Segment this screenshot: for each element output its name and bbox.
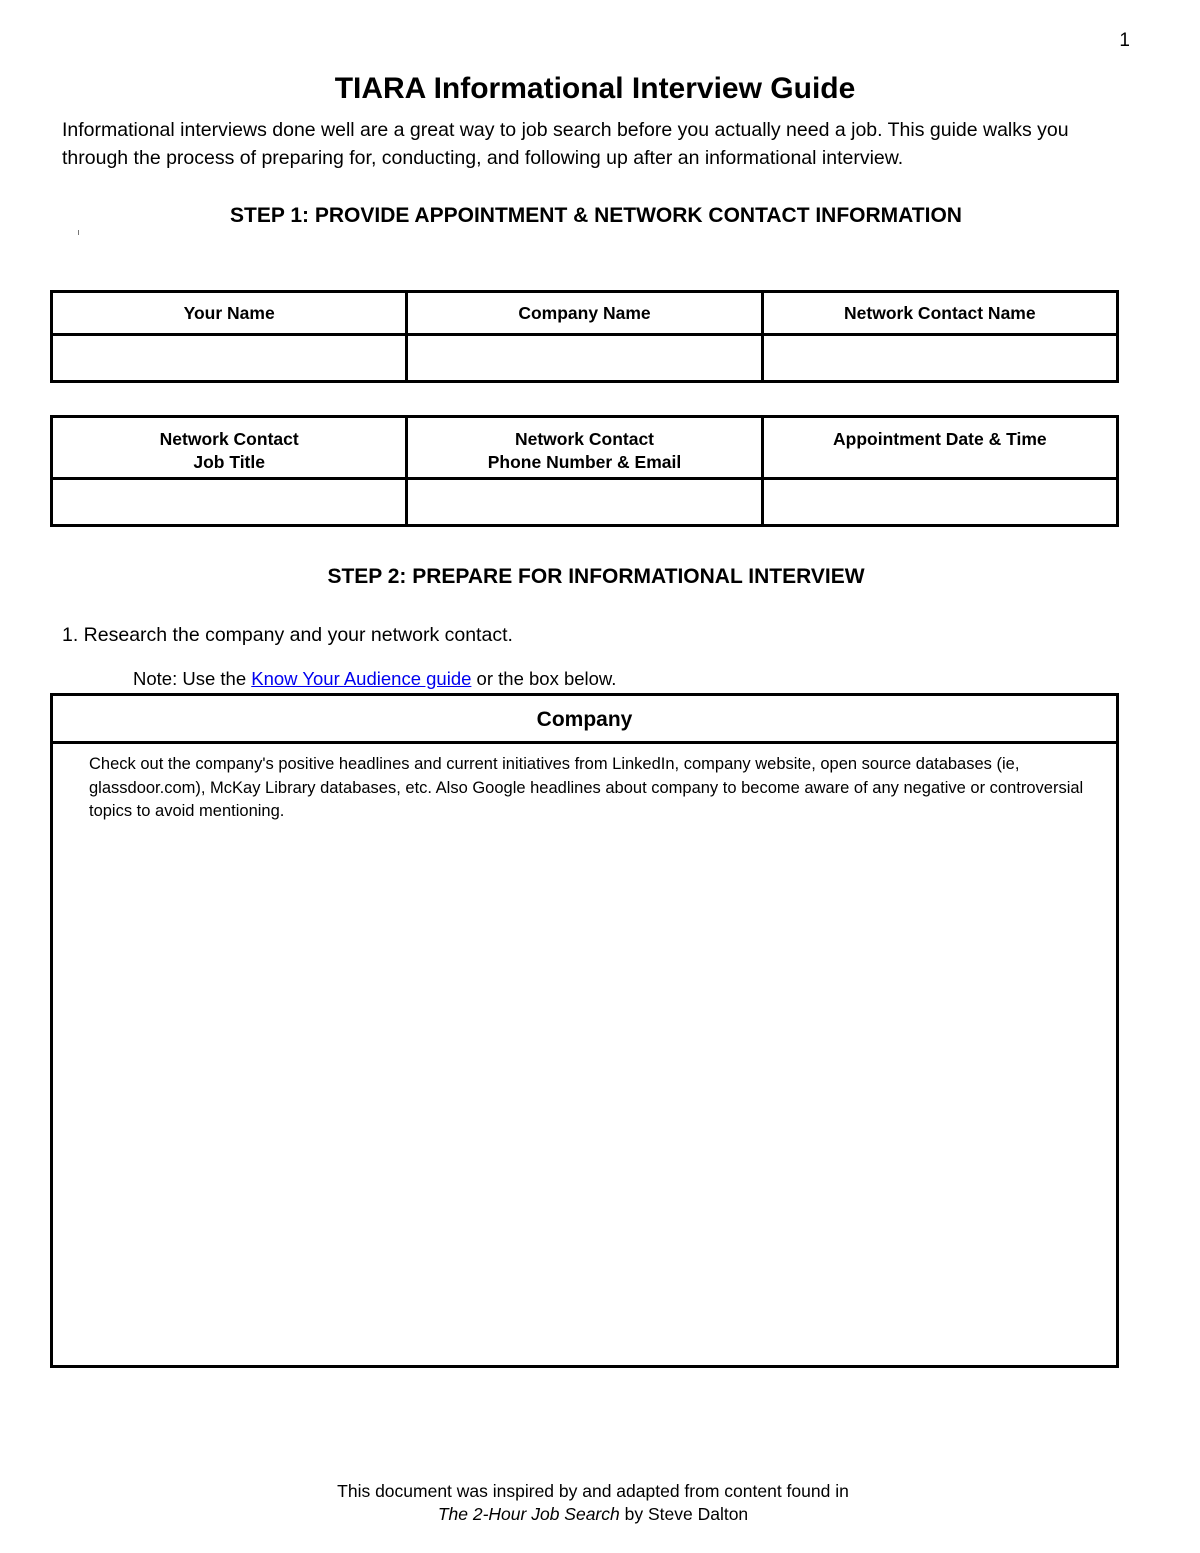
your-name-header: Your Name [52, 292, 407, 335]
footer-line2 [0, 1503, 1186, 1526]
job-title-header [52, 417, 407, 479]
note-suffix: or the box below. [471, 668, 617, 689]
network-contact-name-header: Network Contact Name [762, 292, 1117, 335]
intro-paragraph: Informational interviews done well are a great way to job search before you actually need a job. This guide walks you through the process of preparing for, conducting, and following up after an informational interview. [62, 119, 1069, 169]
job-title-header-line1: Network Contact [159, 429, 299, 449]
note-line [133, 668, 616, 690]
author-suffix: by Steve Dalton [619, 1504, 749, 1524]
job-title-field[interactable] [52, 479, 407, 526]
step2-heading: STEP 2: PREPARE FOR INFORMATIONAL INTERVIEW [327, 565, 865, 588]
research-item: 1. Research the company and your network contact. [62, 624, 513, 646]
table-header-row [52, 417, 1118, 479]
company-name-header: Company Name [407, 292, 762, 335]
company-box [50, 693, 1119, 1368]
phone-email-header-line1: Network Contact [514, 429, 655, 449]
phone-email-header-line2: Phone Number & Email [487, 452, 682, 472]
table-header-row [52, 292, 1118, 335]
contact-info-table-1 [50, 290, 1119, 383]
contact-info-table-2 [50, 415, 1119, 527]
table-input-row [52, 479, 1118, 526]
your-name-field[interactable] [52, 335, 407, 382]
footer-line1: This document was inspired by and adapted from content found in [337, 1481, 849, 1501]
footer [0, 1480, 1186, 1526]
company-name-field[interactable] [407, 335, 762, 382]
job-title-header-line2: Job Title [193, 452, 265, 472]
company-box-header: Company [53, 696, 1116, 744]
company-box-body[interactable]: Check out the company's positive headlines and current initiatives from LinkedIn, company website, open source databases (ie, glassdoor.com), McKay Library databases, etc. Also Google headlines about company to become aware of any negative or controversial topics to avoid mentioning. [89, 755, 1084, 820]
table-input-row [52, 335, 1118, 382]
know-your-audience-link[interactable]: Know Your Audience guide [251, 668, 472, 689]
phone-email-field[interactable] [407, 479, 762, 526]
network-contact-name-field[interactable] [762, 335, 1117, 382]
appointment-header [762, 417, 1117, 479]
page-title: TIARA Informational Interview Guide [334, 72, 856, 105]
appointment-field[interactable] [762, 479, 1117, 526]
tick-mark [78, 230, 79, 235]
appointment-header-line1: Appointment Date & Time [833, 429, 1047, 449]
book-title: The 2-Hour Job Search [437, 1504, 620, 1524]
step1-heading: STEP 1: PROVIDE APPOINTMENT & NETWORK CONTACT INFORMATION [230, 204, 962, 227]
phone-email-header [407, 417, 762, 479]
note-prefix: Note: Use the [133, 668, 252, 689]
page-number: 1 [1119, 30, 1130, 51]
